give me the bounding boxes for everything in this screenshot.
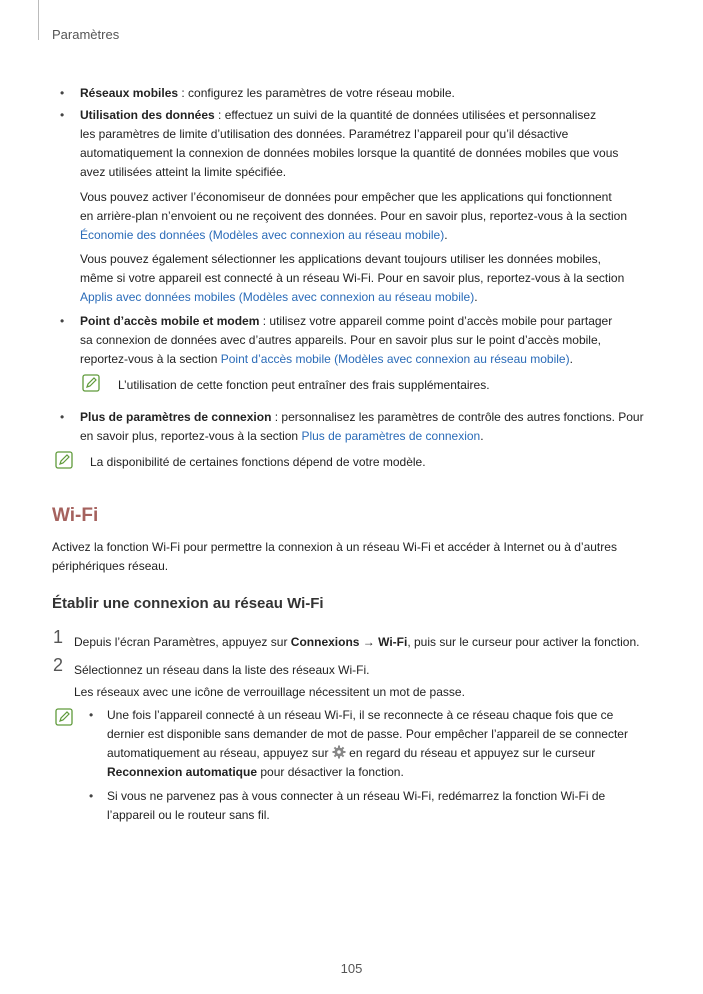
period: . [480, 429, 484, 443]
text-line: automatiquement la connexion de données mobiles lorsque la quantité de données mobiles que vous [80, 146, 619, 160]
text-segment: Depuis l’écran Paramètres, appuyez sur [74, 635, 291, 649]
ui-term-wifi: Wi-Fi [378, 635, 408, 649]
bullet-reseaux-mobiles [80, 84, 455, 102]
text-line [80, 226, 448, 244]
bullet-term: Plus de paramètres de connexion [80, 410, 272, 424]
bullet-dot: • [89, 789, 94, 803]
link-plus-parametres-connexion[interactable]: Plus de paramètres de connexion [301, 429, 481, 443]
bullet-term: Utilisation des données [80, 108, 215, 122]
subsection-title: Établir une connexion au réseau Wi-Fi [52, 595, 324, 612]
text-line: sa connexion de données avec d’autres appareils. Pour en savoir plus sur le point d’accès mobile, [80, 333, 601, 347]
note-pencil-icon [82, 374, 100, 392]
note-line: dernier est disponible sans demander de mot de passe. Pour empêcher l’appareil de se connecter [107, 727, 628, 741]
text-segment: pour désactiver la fonction. [257, 765, 404, 779]
bullet-text: : utilisez votre appareil comme point d’accès mobile pour partager [259, 314, 613, 328]
link-economie-donnees[interactable]: Économie des données (Modèles avec connexion au réseau mobile) [80, 228, 445, 242]
note-pencil-icon [55, 451, 73, 469]
arrow: → [359, 635, 379, 649]
bullet-dot: • [89, 708, 94, 722]
bullet-term: Réseaux mobiles [80, 86, 179, 100]
bullet-text: : configurez les paramètres de votre réseau mobile. [178, 86, 455, 100]
note-frais: L’utilisation de cette fonction peut entraîner des frais supplémentaires. [118, 378, 490, 392]
bullet-utilisation-donnees [80, 106, 596, 124]
section-title-wifi: Wi-Fi [52, 505, 99, 526]
bullet-term: Point d’accès mobile et modem [80, 314, 260, 328]
wifi-intro-line: Activez la fonction Wi-Fi pour permettre la connexion à un réseau Wi-Fi et accéder à Internet ou à d’autres [52, 540, 617, 554]
bullet-dot: • [60, 314, 65, 328]
page-header: Paramètres [52, 27, 120, 42]
bullet-text: : personnalisez les paramètres de contrôle des autres fonctions. Pour [271, 410, 644, 424]
step-2-text: Sélectionnez un réseau dans la liste des réseaux Wi-Fi. [74, 663, 370, 677]
period: . [444, 228, 448, 242]
text-line: avez utilisées atteint la limite spécifiée. [80, 165, 287, 179]
ui-term-connexions: Connexions [290, 635, 360, 649]
text-line: Vous pouvez également sélectionner les applications devant toujours utiliser les données mobiles, [80, 252, 601, 266]
bullet-plus-parametres [80, 408, 644, 426]
note-pencil-icon [55, 708, 73, 726]
bullet-dot: • [60, 108, 65, 122]
page-number: 105 [340, 961, 363, 976]
text-segment: en savoir plus, reportez-vous à la section [80, 429, 302, 443]
step-number: 1 [53, 627, 64, 647]
note-line: Une fois l’appareil connecté à un réseau Wi-Fi, il se reconnecte à ce réseau chaque fois que ce [107, 708, 614, 722]
gear-icon [332, 745, 346, 759]
bullet-dot: • [60, 410, 65, 424]
bullet-text: : effectuez un suivi de la quantité de données utilisées et personnalisez [214, 108, 597, 122]
ui-term-reconnexion: Reconnexion automatique [107, 765, 258, 779]
text-line: les paramètres de limite d’utilisation des données. Paramétrez l’appareil pour qu’il désactive [80, 127, 569, 141]
period: . [569, 352, 573, 366]
text-line: Vous pouvez activer l’économiseur de données pour empêcher que les applications qui fonctionnent [80, 190, 612, 204]
step-2-detail: Les réseaux avec une icône de verrouillage nécessitent un mot de passe. [74, 685, 465, 699]
note-line: Si vous ne parvenez pas à vous connecter à un réseau Wi-Fi, redémarrez la fonction Wi-Fi de [107, 789, 606, 803]
step-number: 2 [53, 655, 64, 675]
text-line [80, 350, 573, 368]
note-line [107, 744, 595, 762]
note-disponibilite: La disponibilité de certaines fonctions dépend de votre modèle. [90, 455, 426, 469]
text-segment: , puis sur le curseur pour activer la fonction. [407, 635, 640, 649]
note-line: l’appareil ou le routeur sans fil. [107, 808, 270, 822]
text-line: même si votre appareil est connecté à un réseau Wi-Fi. Pour en savoir plus, reportez-vous à la section [80, 271, 625, 285]
bullet-dot: • [60, 86, 65, 100]
link-point-acces-mobile[interactable]: Point d’accès mobile (Modèles avec connexion au réseau mobile) [220, 352, 570, 366]
page-edge-line [38, 0, 39, 40]
step-1-text [74, 633, 639, 651]
text-segment: reportez-vous à la section [80, 352, 221, 366]
text-segment: en regard du réseau et appuyez sur le curseur [345, 746, 596, 760]
period: . [474, 290, 478, 304]
link-applis-donnees-mobiles[interactable]: Applis avec données mobiles (Modèles avec connexion au réseau mobile) [80, 290, 475, 304]
wifi-intro-line: périphériques réseau. [52, 559, 169, 573]
note-line [107, 763, 404, 781]
bullet-point-acces [80, 312, 612, 330]
text-segment: automatiquement au réseau, appuyez sur [107, 746, 332, 760]
text-line: en arrière-plan n’envoient ou ne reçoivent des données. Pour en savoir plus, reportez-vous à la section [80, 209, 627, 223]
text-line [80, 427, 484, 445]
text-line [80, 288, 478, 306]
